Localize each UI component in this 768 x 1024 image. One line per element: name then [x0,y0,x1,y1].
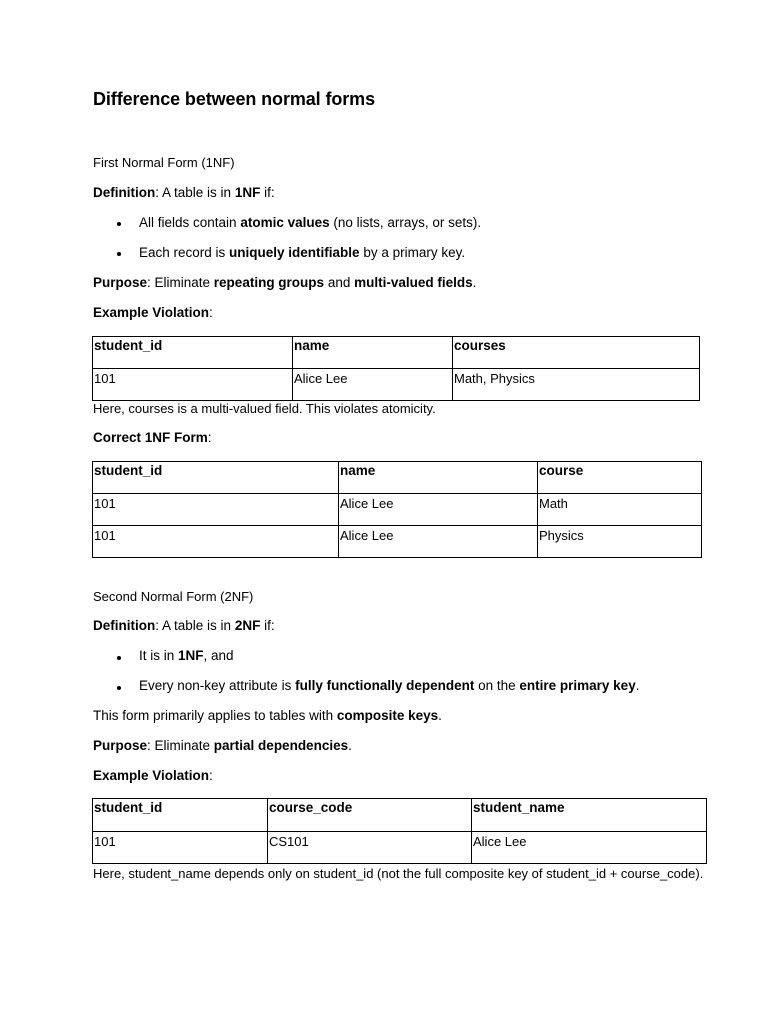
nf2-definition-text: : A table is in [155,618,235,633]
nf2-applies-tail: . [438,708,442,723]
bullet-icon [117,686,121,690]
nf2-applies-text: This form primarily applies to tables with [93,708,337,723]
nf2-purpose-label: Purpose [93,738,148,753]
nf1-definition [93,185,275,200]
nf1-purpose-tail: . [472,275,477,290]
nf2-purpose-tail: . [348,738,352,753]
nf2-violation-heading [93,768,213,783]
nf1-violation-label: Example Violation [93,305,210,320]
nf2-definition-label: Definition [93,618,156,633]
nf2-purpose-text: : Eliminate [147,738,214,753]
table-header-cell: student_id [93,799,268,832]
table-cell: Physics [538,526,702,558]
table-header-cell: student_id [93,462,339,494]
nf2-definition [93,618,275,633]
table-cell: 101 [93,832,268,864]
table-header-cell: course [538,462,702,494]
nf1-bullet-1 [139,215,481,230]
nf1-correct-colon: : [207,430,212,445]
nf1-violation-note: Here, courses is a multi-valued field. This violates atomicity. [93,401,436,416]
nf1-bullet-1-bold: atomic values [240,215,330,230]
nf1-bullet-2-bold: uniquely identifiable [229,245,360,260]
nf2-bullet-1-text: It is in [139,648,179,663]
nf1-definition-bold: 1NF [234,185,261,200]
table-cell: Alice Lee [339,526,538,558]
nf2-violation-table [92,798,707,864]
table-row [93,494,702,526]
table-cell: Math, Physics [453,369,700,401]
nf2-bullet-1-tail: , and [203,648,234,663]
nf2-bullet-2-tail: . [635,678,640,693]
nf1-purpose-mid: and [324,275,355,290]
nf2-definition-bold: 2NF [234,618,261,633]
nf1-heading: First Normal Form (1NF) [93,155,235,170]
nf1-bullet-2 [139,245,465,260]
nf1-correct-table [92,461,702,558]
table-header-cell: course_code [268,799,472,832]
nf1-correct-label: Correct 1NF Form [93,430,208,445]
nf1-purpose [93,275,476,290]
bullet-icon [117,222,121,226]
nf1-violation-table [92,336,700,401]
nf2-violation-label: Example Violation [93,768,210,783]
nf2-bullet-2-bold: fully functionally dependent [295,678,475,693]
nf1-correct-heading [93,430,212,445]
table-header-cell: name [339,462,538,494]
table-cell: 101 [93,526,339,558]
nf1-definition-label: Definition [93,185,156,200]
table-header-cell: courses [453,337,700,369]
nf1-violation-heading [93,305,213,320]
nf2-bullet-1-bold: 1NF [178,648,204,663]
table-cell: 101 [93,369,293,401]
nf2-definition-tail: if: [260,618,275,633]
table-cell: Math [538,494,702,526]
table-header-cell: student_id [93,337,293,369]
nf1-purpose-label: Purpose [93,275,148,290]
table-cell: Alice Lee [472,832,707,864]
nf1-purpose-bold-1: repeating groups [213,275,325,290]
table-row [93,832,707,864]
nf1-purpose-text: : Eliminate [147,275,214,290]
nf1-purpose-bold-2: multi-valued fields [354,275,473,290]
table-cell: Alice Lee [339,494,538,526]
nf1-bullet-2-tail: by a primary key. [359,245,466,260]
nf2-violation-colon: : [209,768,213,783]
nf2-applies [93,708,442,723]
nf2-applies-bold: composite keys [336,708,439,723]
nf1-violation-colon: : [209,305,213,320]
table-cell: Alice Lee [293,369,453,401]
nf2-violation-note: Here, student_name depends only on student_id (not the full composite key of student_id + course_code). [93,866,704,881]
table-header-cell: student_name [472,799,707,832]
nf2-purpose [93,738,352,753]
nf1-bullet-2-text: Each record is [139,245,230,260]
nf1-bullet-1-tail: (no lists, arrays, or sets). [329,215,482,230]
table-header-row [93,337,700,369]
nf1-definition-text: : A table is in [155,185,235,200]
table-row [93,369,700,401]
nf2-bullet-2 [139,678,639,693]
bullet-icon [117,656,121,660]
table-header-row [93,462,702,494]
nf2-purpose-bold: partial dependencies [213,738,349,753]
bullet-icon [117,252,121,256]
table-row [93,526,702,558]
table-header-row [93,799,707,832]
table-cell: CS101 [268,832,472,864]
table-header-cell: name [293,337,453,369]
nf2-bullet-1 [139,648,234,663]
nf2-bullet-2-text: Every non-key attribute is [139,678,296,693]
nf1-bullet-1-text: All fields contain [139,215,241,230]
nf2-heading: Second Normal Form (2NF) [93,589,254,604]
nf2-bullet-2-mid: on the [474,678,520,693]
nf2-bullet-2-bold-2: entire primary key [519,678,636,693]
page-title: Difference between normal forms [93,89,375,109]
nf1-definition-tail: if: [260,185,275,200]
table-cell: 101 [93,494,339,526]
